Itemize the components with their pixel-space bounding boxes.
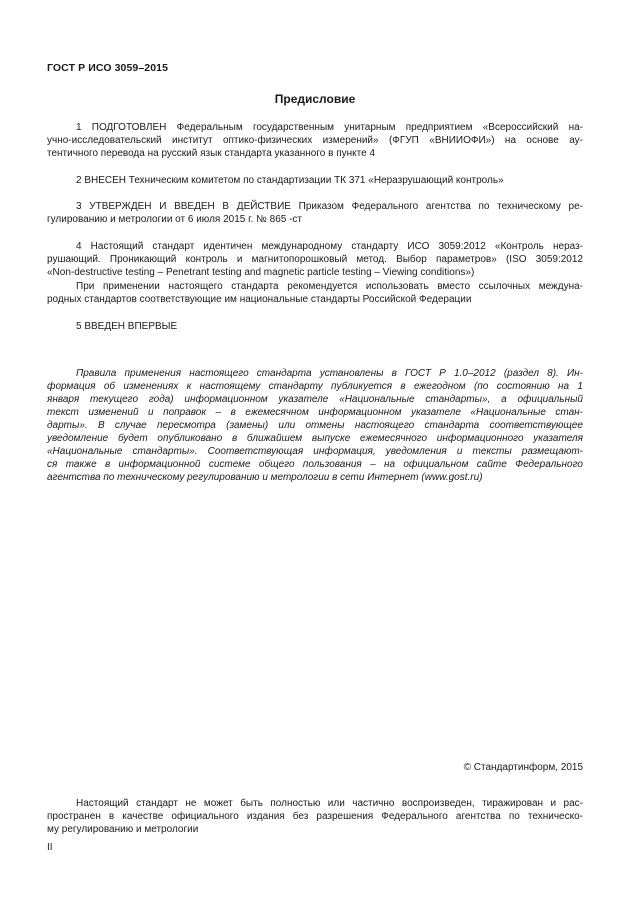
- text-line: 5 ВВЕДЕН ВПЕРВЫЕ: [76, 321, 178, 332]
- text-line: текст изменений и поправок – в ежемесячном информационном указателе «Национальные стан-: [47, 407, 583, 418]
- preface-item-5: [47, 320, 583, 333]
- text-line: ся также в информационной системе общего пользования – на официальном сайте Федерального: [47, 459, 583, 470]
- application-notice: [47, 367, 583, 484]
- text-line: тентичного перевода на русский язык стандарта указанного в пункте 4: [47, 148, 376, 159]
- preface-item-3: [47, 200, 583, 226]
- text-line: агентства по техническому регулированию и метрологии в сети Интернет (www.gost.ru): [47, 472, 483, 483]
- text-line: Правила применения настоящего стандарта установлены в ГОСТ Р 1.0–2012 (раздел 8). Ин-: [76, 368, 583, 379]
- copyright-notice: © Стандартинформ, 2015: [463, 762, 583, 773]
- preface-item-4: [47, 240, 583, 279]
- page-title: Предисловие: [274, 92, 356, 106]
- text-line: января текущего года) информационном указателе «Национальные стандарты», а официальный: [47, 394, 583, 405]
- text-line: уведомление будет опубликовано в ближайшем выпуске ежемесячного информационного указателя: [47, 433, 583, 444]
- text-line: гулированию и метрологии от 6 июля 2015 г. № 865 -ст: [47, 214, 302, 225]
- text-line: родных стандартов соответствующие им национальные стандарты Российской Федерации: [47, 294, 472, 305]
- text-line: «Non-destructive testing – Penetrant testing and magnetic particle testing – Viewing conditions»): [47, 267, 475, 278]
- text-line: «Национальные стандарты». Соответствующая информация, уведомления и тексты размещают-: [47, 446, 583, 457]
- preface-item-1: [47, 121, 583, 160]
- text-line: рушающий. Проникающий контроль и магнитопорошковый метод. Выбор параметров» (ISO 3059:2012: [47, 254, 583, 265]
- text-line: пространен в качестве официального издания без разрешения Федерального агентства по техническо-: [47, 811, 583, 822]
- text-line: учно-исследовательский институт оптико-физических измерений» (ФГУП «ВНИИОФИ») на основе ау-: [47, 135, 583, 146]
- preface-item-4-note: [47, 280, 583, 306]
- text-line: Настоящий стандарт не может быть полностью или частично воспроизведен, тиражирован и рас-: [76, 798, 583, 809]
- preface-item-2: [47, 174, 583, 187]
- document-code-header: ГОСТ Р ИСО 3059–2015: [47, 62, 169, 74]
- text-line: 1 ПОДГОТОВЛЕН Федеральным государственным унитарным предприятием «Всероссийский на-: [76, 122, 583, 133]
- page-number: II: [47, 842, 53, 853]
- text-line: 3 УТВЕРЖДЕН И ВВЕДЕН В ДЕЙСТВИЕ Приказом Федерального агентства по техническому ре-: [76, 201, 583, 212]
- text-line: 2 ВНЕСЕН Техническим комитетом по стандартизации ТК 371 «Неразрушающий контроль»: [76, 175, 504, 186]
- reproduction-notice: [47, 797, 583, 836]
- text-line: формация об изменениях к настоящему стандарту публикуется в ежегодном (по состоянию на 1: [47, 381, 583, 392]
- text-line: дарты». В случае пересмотра (замены) или отмены настоящего стандарта соответствующее: [47, 420, 583, 431]
- text-line: При применении настоящего стандарта рекомендуется использовать вместо ссылочных междуна-: [76, 281, 583, 292]
- text-line: 4 Настоящий стандарт идентичен международному стандарту ИСО 3059:2012 «Контроль нераз-: [76, 241, 583, 252]
- text-line: му регулированию и метрологии: [47, 824, 199, 835]
